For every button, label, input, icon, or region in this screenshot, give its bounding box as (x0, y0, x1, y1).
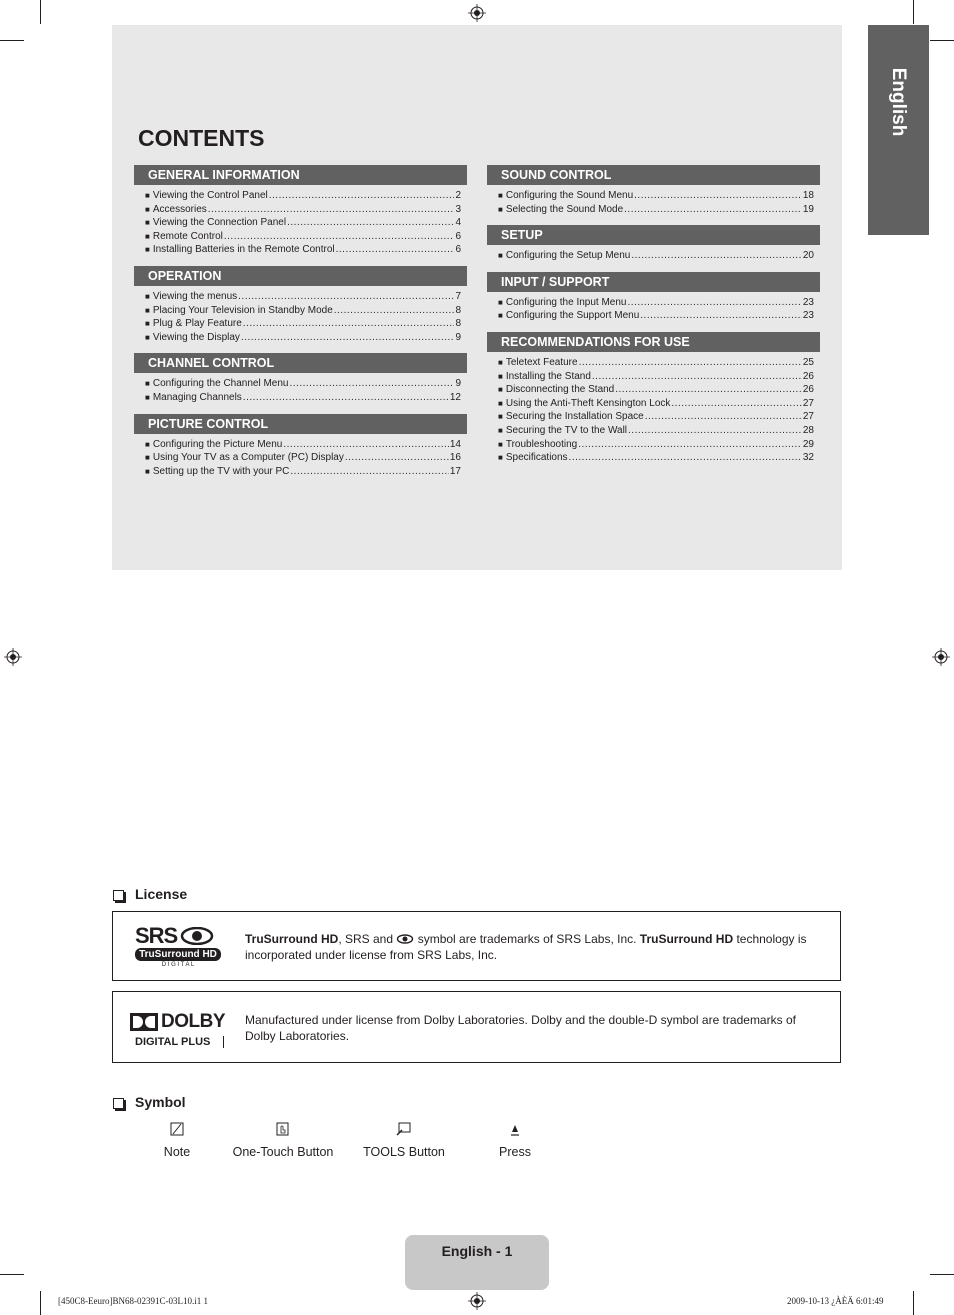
toc-section (487, 332, 820, 465)
toc-left-column (134, 165, 467, 487)
square-bullet-icon: ■ (498, 311, 503, 321)
toc-section-header: CHANNEL CONTROL (134, 353, 467, 373)
toc-entry-page: 19 (802, 203, 814, 215)
toc-entry[interactable] (145, 377, 461, 391)
square-bullet-icon: ■ (498, 251, 503, 261)
crop-mark (913, 1291, 914, 1315)
language-tab-label: English (888, 67, 909, 137)
toc-entry-page: 26 (802, 370, 814, 382)
print-info-right: 2009-10-13 ¿ÀÈÄ 6:01:49 (787, 1296, 884, 1306)
toc-leader-dots (287, 216, 454, 230)
toc-section (487, 225, 820, 263)
toc-leader-dots (241, 331, 455, 345)
toc-list (134, 438, 467, 479)
toc-entry-title: Securing the Installation Space (505, 411, 644, 423)
square-bullet-icon: ■ (498, 297, 503, 307)
square-bullet-icon: ■ (498, 385, 503, 395)
square-bullet-icon: ■ (145, 291, 150, 301)
toc-section-header: SETUP (487, 225, 820, 245)
toc-leader-dots (224, 230, 455, 244)
toc-entry[interactable] (498, 438, 814, 452)
toc-entry-title: Viewing the menus (152, 290, 238, 302)
toc-leader-dots (628, 424, 802, 438)
toc-list (134, 377, 467, 404)
checkbox-icon (113, 1098, 124, 1109)
checkbox-icon (113, 890, 124, 901)
toc-entry-page: 25 (802, 356, 814, 368)
toc-entry[interactable] (498, 424, 814, 438)
srs-logo (135, 925, 225, 968)
square-bullet-icon: ■ (498, 357, 503, 367)
square-bullet-icon: ■ (145, 305, 150, 315)
toc-entry[interactable] (145, 451, 461, 465)
footer-page-tab (405, 1235, 549, 1290)
srs-license-box (112, 911, 841, 981)
dolby-double-d-icon (130, 1013, 158, 1031)
toc-entry-page: 6 (455, 230, 461, 242)
square-bullet-icon: ■ (145, 392, 150, 402)
square-bullet-icon: ■ (145, 245, 150, 255)
toc-entry-title: Managing Channels (152, 391, 242, 403)
toc-leader-dots (238, 290, 454, 304)
toc-entry[interactable] (145, 438, 461, 452)
toc-entry-page: 3 (455, 203, 461, 215)
toc-entry-page: 32 (802, 452, 814, 464)
toc-entry-page: 27 (802, 411, 814, 423)
toc-entry-page: 20 (802, 250, 814, 262)
toc-entry[interactable] (498, 189, 814, 203)
toc-entry-page: 2 (455, 190, 461, 201)
toc-leader-dots (569, 451, 802, 465)
toc-leader-dots (579, 356, 802, 370)
srs-logo-sub: TruSurround HD (135, 948, 221, 961)
toc-leader-dots (243, 317, 455, 331)
language-tab (868, 25, 929, 235)
toc-entry-title: Configuring the Setup Menu (505, 250, 631, 262)
crop-mark (930, 1274, 954, 1275)
footer-page-label: English - 1 (441, 1243, 513, 1259)
page-title: CONTENTS (138, 125, 265, 151)
toc-leader-dots (578, 438, 802, 452)
toc-entry-title: Selecting the Sound Mode (505, 203, 624, 215)
toc-entry-title: Viewing the Connection Panel (152, 217, 287, 229)
toc-entry-title: Viewing the Display (152, 331, 240, 343)
symbol-note (117, 1118, 237, 1159)
toc-leader-dots (645, 410, 802, 424)
toc-leader-dots (615, 383, 802, 397)
toc-entry-title: Using Your TV as a Computer (PC) Display (152, 452, 344, 464)
square-bullet-icon: ■ (498, 191, 503, 200)
toc-leader-dots (627, 296, 801, 310)
toc-entry-page: 23 (802, 310, 814, 322)
toc-entry-page: 12 (449, 391, 461, 403)
toc-entry[interactable] (145, 216, 461, 230)
toc-section (487, 272, 820, 323)
toc-section (134, 165, 467, 257)
square-bullet-icon: ■ (145, 319, 150, 329)
symbol-label: One-Touch Button (232, 1145, 334, 1159)
toc-section-header: RECOMMENDATIONS FOR USE (487, 332, 820, 352)
toc-entry-title: Configuring the Support Menu (505, 310, 640, 322)
symbol-label: Note (163, 1145, 191, 1159)
srs-license-text (245, 932, 825, 963)
toc-entry-title: Disconnecting the Stand (505, 384, 615, 396)
symbol-heading-label: Symbol (135, 1094, 186, 1110)
toc-entry-title: Configuring the Sound Menu (505, 190, 634, 201)
square-bullet-icon: ■ (145, 439, 150, 449)
crop-mark (0, 40, 24, 41)
toc-entry[interactable] (498, 397, 814, 411)
toc-entry[interactable] (145, 304, 461, 318)
toc-leader-dots (671, 397, 801, 411)
toc-entry-title: Configuring the Picture Menu (152, 438, 283, 450)
crop-mark (40, 0, 41, 24)
toc-entry-page: 16 (449, 452, 461, 464)
srs-text: symbol are trademarks of SRS Labs, Inc. (414, 932, 640, 946)
toc-leader-dots (290, 465, 448, 479)
square-bullet-icon: ■ (498, 412, 503, 422)
dolby-license-text: Manufactured under license from Dolby Laboratories. Dolby and the double-D symbol are trademarks of Dolby Laboratories. (245, 1013, 796, 1043)
square-bullet-icon: ■ (145, 231, 150, 241)
toc-entry[interactable] (498, 383, 814, 397)
press-icon (455, 1118, 575, 1140)
dolby-logo-main: DOLBY (161, 1011, 225, 1032)
toc-entry-title: Troubleshooting (505, 438, 578, 450)
square-bullet-icon: ■ (498, 398, 503, 408)
toc-right-column (487, 165, 820, 474)
toc-section (487, 165, 820, 216)
crop-mark (0, 1274, 24, 1275)
toc-entry[interactable] (145, 290, 461, 304)
toc-list (487, 249, 820, 263)
toc-entry-title: Accessories (152, 203, 207, 215)
toc-leader-dots (208, 203, 455, 217)
toc-entry[interactable] (498, 249, 814, 263)
toc-entry-title: Specifications (505, 452, 568, 464)
toc-section-header: SOUND CONTROL (487, 165, 820, 185)
crop-mark (913, 0, 914, 24)
toc-section-header: PICTURE CONTROL (134, 414, 467, 434)
registration-mark-icon (468, 4, 486, 22)
toc-entry-page: 18 (802, 190, 814, 201)
symbol-press (455, 1118, 575, 1159)
crop-mark (930, 40, 954, 41)
toc-section (134, 266, 467, 344)
toc-entry-page: 14 (449, 438, 461, 450)
toc-section-header: INPUT / SUPPORT (487, 272, 820, 292)
symbol-heading (113, 1094, 186, 1110)
toc-entry-title: Viewing the Control Panel (152, 190, 268, 201)
symbol-label: TOOLS Button (363, 1145, 445, 1159)
toc-leader-dots (345, 451, 449, 465)
symbol-one-touch (223, 1118, 343, 1159)
square-bullet-icon: ■ (145, 218, 150, 228)
toc-entry-title: Installing the Stand (505, 370, 591, 382)
note-icon (117, 1118, 237, 1140)
toc-entry[interactable] (145, 203, 461, 217)
symbol-tools (344, 1118, 464, 1159)
toc-entry-title: Remote Control (152, 230, 223, 242)
toc-entry-page: 8 (455, 304, 461, 316)
toc-leader-dots (290, 377, 455, 391)
one-touch-icon (223, 1118, 343, 1140)
toc-entry[interactable] (498, 410, 814, 424)
toc-entry-title: Using the Anti-Theft Kensington Lock (505, 397, 671, 409)
dolby-logo (130, 1011, 230, 1048)
toc-list (487, 356, 820, 465)
square-bullet-icon: ■ (498, 204, 503, 214)
toc-entry[interactable] (498, 370, 814, 384)
toc-entry-title: Plug & Play Feature (152, 318, 242, 330)
toc-entry-title: Placing Your Television in Standby Mode (152, 304, 333, 316)
toc-leader-dots (336, 243, 455, 257)
registration-mark-icon (4, 648, 22, 666)
toc-entry[interactable] (145, 331, 461, 345)
toc-entry-title: Configuring the Input Menu (505, 296, 627, 308)
symbol-label: Press (499, 1145, 531, 1159)
toc-entry-title: Configuring the Channel Menu (152, 378, 289, 390)
toc-section-header: GENERAL INFORMATION (134, 165, 467, 185)
license-heading (113, 886, 187, 902)
toc-entry-page: 6 (455, 244, 461, 256)
toc-entry[interactable] (145, 465, 461, 479)
toc-entry-page: 9 (455, 331, 461, 343)
toc-entry[interactable] (145, 391, 461, 405)
toc-entry[interactable] (145, 230, 461, 244)
toc-entry[interactable] (498, 309, 814, 323)
toc-entry[interactable] (498, 203, 814, 217)
toc-leader-dots (624, 203, 802, 217)
srs-logo-digital: D I G I T A L (161, 962, 195, 968)
square-bullet-icon: ■ (498, 425, 503, 435)
toc-leader-dots (631, 249, 802, 263)
toc-entry[interactable] (145, 243, 461, 257)
toc-section (134, 414, 467, 479)
toc-entry-page: 4 (455, 217, 461, 229)
toc-entry[interactable] (498, 356, 814, 370)
toc-leader-dots (283, 438, 449, 452)
square-bullet-icon: ■ (498, 439, 503, 449)
square-bullet-icon: ■ (145, 466, 150, 476)
toc-entry-page: 8 (455, 318, 461, 330)
toc-entry-page: 23 (802, 296, 814, 308)
toc-entry[interactable] (145, 317, 461, 331)
toc-entry-page: 26 (802, 384, 814, 396)
toc-entry-page: 9 (455, 378, 461, 390)
toc-leader-dots (243, 391, 449, 405)
toc-entry[interactable] (498, 296, 814, 310)
square-bullet-icon: ■ (145, 204, 150, 214)
square-bullet-icon: ■ (145, 332, 150, 342)
toc-list (134, 189, 467, 257)
srs-symbol-icon (180, 927, 214, 945)
toc-entry-page: 7 (455, 290, 461, 302)
srs-logo-main: SRS (135, 923, 178, 948)
toc-leader-dots (334, 304, 455, 318)
srs-inline-symbol-icon (396, 934, 414, 944)
toc-list (487, 296, 820, 323)
toc-entry-page: 17 (449, 465, 461, 477)
toc-leader-dots (269, 189, 455, 203)
srs-text-bold: TruSurround HD (639, 932, 734, 946)
srs-text: technology is incorporated under license from SRS Labs, Inc. (245, 932, 807, 962)
crop-mark (40, 1291, 41, 1315)
print-info-left: [450C8-Eeuro]BN68-02391C-03L10.i1 1 (58, 1296, 208, 1306)
srs-text-bold: TruSurround HD (245, 932, 339, 946)
toc-list (487, 189, 820, 216)
registration-mark-icon (468, 1292, 486, 1310)
toc-list (134, 290, 467, 344)
square-bullet-icon: ■ (145, 453, 150, 463)
toc-entry-page: 28 (802, 424, 814, 436)
square-bullet-icon: ■ (498, 453, 503, 463)
toc-section-header: OPERATION (134, 266, 467, 286)
srs-text: , SRS and (338, 932, 397, 946)
dolby-logo-sub: DIGITAL PLUS (130, 1036, 224, 1048)
toc-entry-title: Setting up the TV with your PC (152, 465, 290, 477)
toc-leader-dots (640, 309, 802, 323)
toc-section (134, 353, 467, 404)
tools-icon (344, 1118, 464, 1140)
license-heading-label: License (135, 886, 188, 902)
toc-entry[interactable] (498, 451, 814, 465)
square-bullet-icon: ■ (145, 191, 150, 200)
toc-entry-page: 27 (802, 397, 814, 409)
toc-entry-title: Teletext Feature (505, 356, 578, 368)
toc-entry-page: 29 (802, 438, 814, 450)
square-bullet-icon: ■ (145, 379, 150, 389)
toc-entry-title: Securing the TV to the Wall (505, 424, 628, 436)
toc-entry[interactable] (145, 189, 461, 203)
toc-leader-dots (592, 370, 802, 384)
toc-leader-dots (634, 189, 802, 203)
dolby-license-box (112, 991, 841, 1063)
square-bullet-icon: ■ (498, 371, 503, 381)
registration-mark-icon (932, 648, 950, 666)
toc-entry-title: Installing Batteries in the Remote Control (152, 244, 335, 256)
